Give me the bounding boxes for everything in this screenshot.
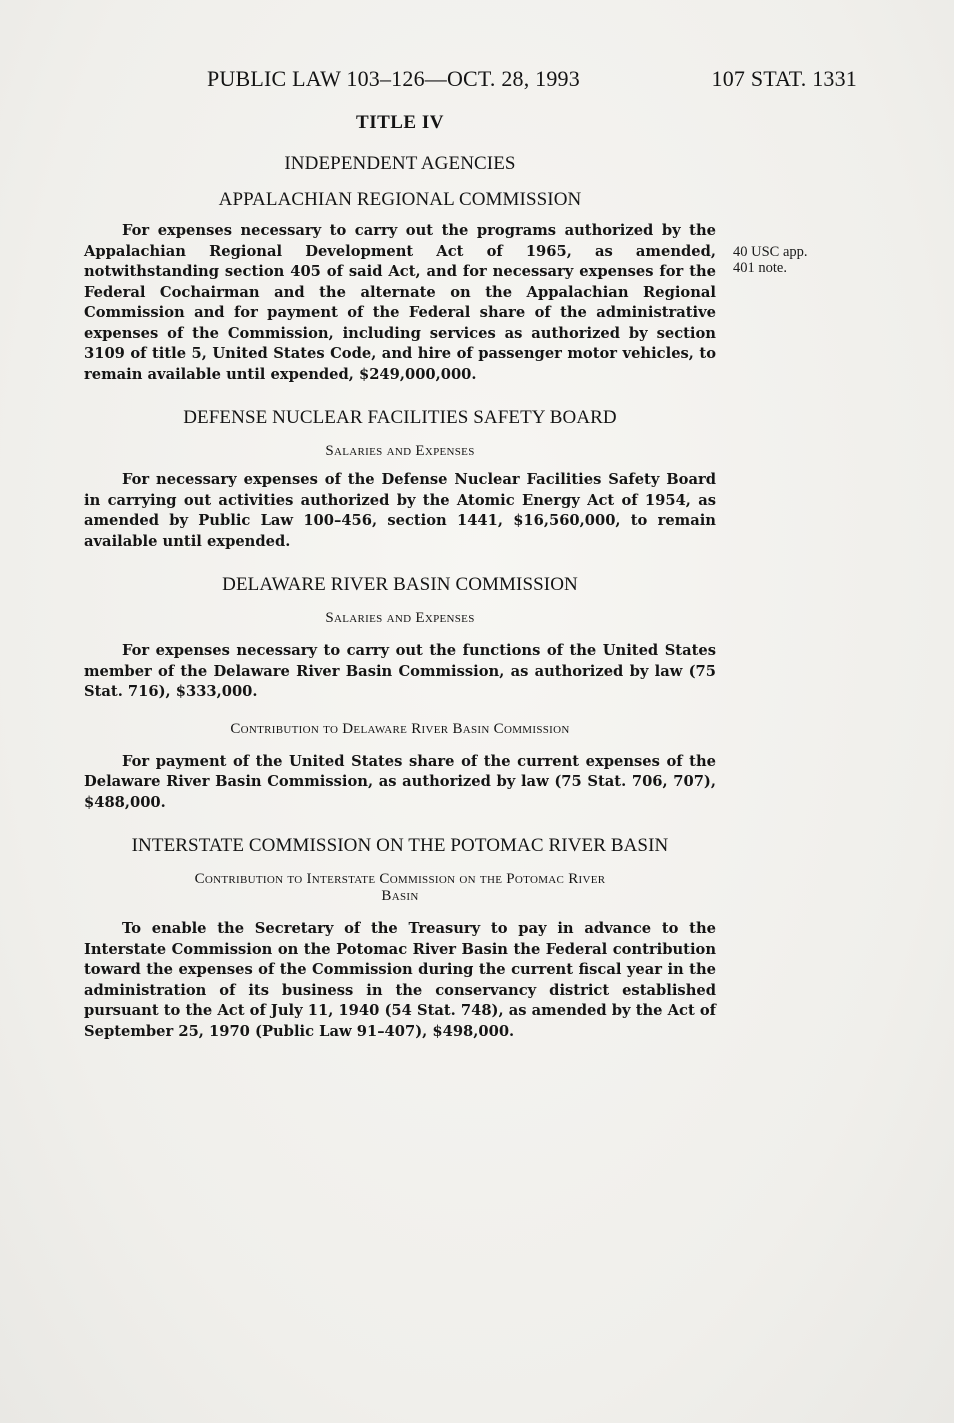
appalachian-paragraph [84,221,716,385]
potomac-subheading-line-2: Basin [381,888,419,904]
defense-text: For necessary expenses of the Defense Nuclear Facilities Safety Board in carrying out activities authorized by the Atomic Energy Act of 1954, as amended by Public Law 100–456, section 1441, $16,560,000, to remain available until expended. [84,471,716,550]
potomac-text: To enable the Secretary of the Treasury to pay in advance to the Interstate Commission on the Potomac River Basin the Federal contribution toward the expenses of the Commission during the current fiscal year in the administration of its business in the conservancy district established pursuant to the Act of July 11, 1940 (54 Stat. 748), as amended by the Act of September 25, 1970 (Public Law 91–407), $498,000. [84,920,716,1040]
delaware-subheading: Salaries and Expenses [325,610,475,626]
potomac-subheading [84,871,716,905]
appalachian-heading: APPALACHIAN REGIONAL COMMISSION [218,189,582,210]
potomac-subheading-line-1: Contribution to Interstate Commission on the Potomac River [194,871,606,887]
delaware-contribution-text: For payment of the United States share of the current expenses of the Delaware River Basin Commission, as authorized by law (75 Stat. 706, 707), $488,000. [84,752,716,811]
public-law-citation: PUBLIC LAW 103–126—OCT. 28, 1993 [207,66,580,91]
delaware-text: For expenses necessary to carry out the functions of the United States member of the Delaware River Basin Commission, as authorized by law (75 Stat. 716), $333,000. [84,642,716,700]
defense-heading: DEFENSE NUCLEAR FACILITIES SAFETY BOARD [183,407,617,428]
margin-note-line-1: 40 USC app. [733,244,808,260]
independent-agencies-heading: INDEPENDENT AGENCIES [284,153,516,174]
appalachian-text: For expenses necessary to carry out the programs authorized by the Appalachian Regional Development Act of 1965, as amended, notwithstanding section 405 of said Act, and for necessary expenses for the Federal Cochairman and the alternate on the Appalachian Regional Commission and for payment of the Federal share of the administrative expenses of the Commission, including services as authorized by section 3109 of title 5, United States Code, and hire of passenger motor vehicles, to remain available until expended, $249,000,000. [84,222,716,383]
margin-note-line-2: 401 note. [733,260,787,276]
running-head [207,66,857,96]
margin-note [733,244,808,276]
delaware-paragraph [84,641,716,703]
potomac-paragraph [84,919,716,1042]
defense-paragraph [84,470,716,552]
delaware-heading: DELAWARE RIVER BASIN COMMISSION [222,574,578,595]
delaware-contribution-subheading: Contribution to Delaware River Basin Commission [230,720,570,737]
delaware-contribution-paragraph [84,752,716,814]
statute-page-number: 107 STAT. 1331 [711,66,857,91]
title-heading: TITLE IV [356,112,444,133]
defense-subheading: Salaries and Expenses [325,443,475,459]
body-text-column [84,112,716,1056]
potomac-heading: INTERSTATE COMMISSION ON THE POTOMAC RIVER BASIN [131,835,669,856]
